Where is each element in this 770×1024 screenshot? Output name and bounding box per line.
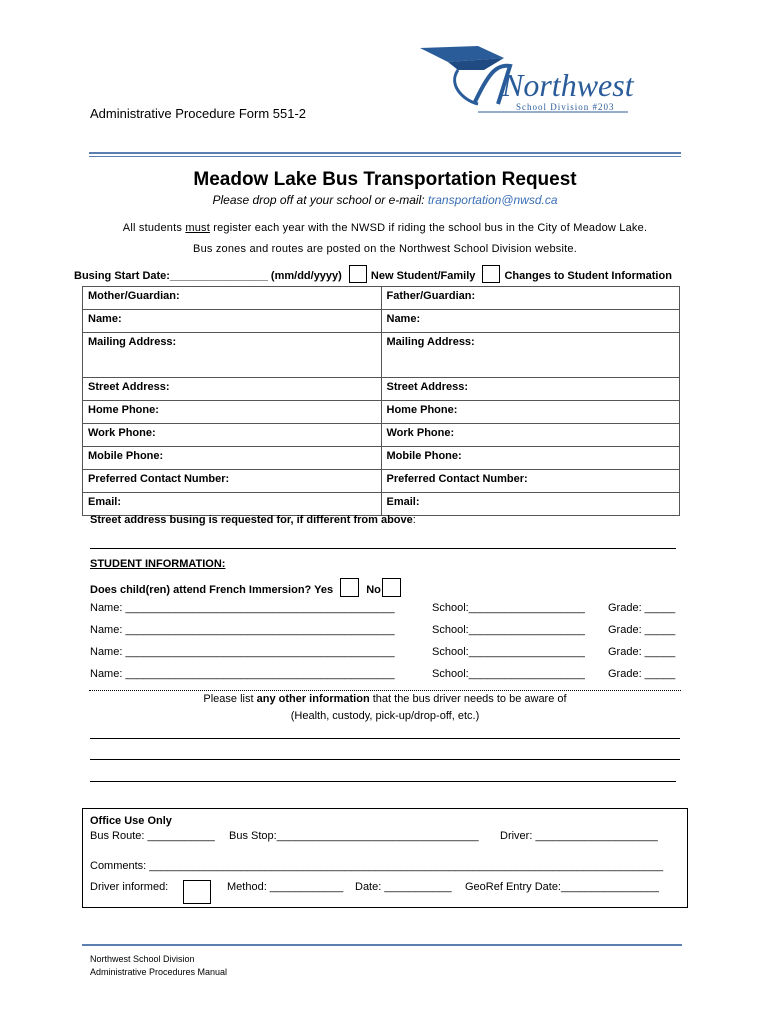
father-mobile-cell[interactable]: Mobile Phone: <box>381 447 680 470</box>
office-use-box <box>82 808 688 908</box>
father-mailing-cell[interactable]: Mailing Address: <box>381 333 680 378</box>
other-info-pre: Please list <box>203 693 257 705</box>
changes-checkbox[interactable] <box>482 265 500 283</box>
other-info-line[interactable] <box>90 759 680 760</box>
office-use-title: Office Use Only <box>90 815 172 827</box>
mortarboard-icon <box>418 44 638 116</box>
other-info-examples: (Health, custody, pick-up/drop-off, etc.) <box>290 710 480 722</box>
header-rule <box>89 152 681 154</box>
student-grade-field[interactable]: Grade: _____ <box>608 602 676 614</box>
student-grade-field[interactable]: Grade: _____ <box>608 646 676 658</box>
form-id: Administrative Procedure Form 551-2 <box>90 106 307 121</box>
french-no-label: No <box>366 584 381 596</box>
student-name-field[interactable]: Name: ____________________________________________ <box>90 624 395 636</box>
other-info-line[interactable] <box>90 738 680 739</box>
mother-name-cell[interactable]: Name: <box>83 310 382 333</box>
start-date-label: Busing Start Date: <box>74 270 170 282</box>
student-row <box>90 602 680 614</box>
father-street-cell[interactable]: Street Address: <box>381 378 680 401</box>
student-school-field[interactable]: School:___________________ <box>432 624 585 636</box>
subtitle <box>0 193 770 207</box>
other-info-note <box>0 693 770 705</box>
note-must: must <box>185 222 210 234</box>
mother-home-phone-cell[interactable]: Home Phone: <box>83 401 382 424</box>
busing-start-row <box>74 265 672 283</box>
student-grade-field[interactable]: Grade: _____ <box>608 668 676 680</box>
parents-table <box>82 286 680 516</box>
table-row <box>83 470 680 493</box>
footer-org: Northwest School Division <box>90 954 195 964</box>
driver-informed-label: Driver informed: <box>90 881 169 893</box>
father-contact-cell[interactable]: Preferred Contact Number: <box>381 470 680 493</box>
date-field[interactable]: Date: ___________ <box>355 881 452 893</box>
table-row <box>83 378 680 401</box>
bus-zones-note: Bus zones and routes are posted on the Northwest School Division website. <box>193 243 577 255</box>
table-row <box>83 401 680 424</box>
french-yes-checkbox[interactable] <box>340 578 359 597</box>
student-name-field[interactable]: Name: ____________________________________________ <box>90 668 395 680</box>
logo-wordmark: Northwest <box>502 67 634 103</box>
header-rule-thin <box>89 156 681 157</box>
father-work-phone-cell[interactable]: Work Phone: <box>381 424 680 447</box>
changes-label: Changes to Student Information <box>504 270 672 282</box>
mother-email-cell[interactable]: Email: <box>83 493 382 516</box>
student-row <box>90 668 680 680</box>
email-link[interactable]: transportation@nwsd.ca <box>427 193 558 207</box>
mother-work-phone-cell[interactable]: Work Phone: <box>83 424 382 447</box>
mother-guardian-cell[interactable]: Mother/Guardian: <box>83 287 382 310</box>
french-question: Does child(ren) attend French Immersion? Yes <box>90 584 334 596</box>
date-format: (mm/dd/yyyy) <box>267 270 342 282</box>
student-row <box>90 646 680 658</box>
street-note-text: Street address busing is requested for, if different from above <box>90 514 413 526</box>
subtitle-text: Please drop off at your school or e-mail: <box>212 193 428 207</box>
logo-subtext: School Division #203 <box>516 102 615 112</box>
student-school-field[interactable]: School:___________________ <box>432 646 585 658</box>
table-row <box>83 333 680 378</box>
father-home-phone-cell[interactable]: Home Phone: <box>381 401 680 424</box>
table-row <box>83 287 680 310</box>
other-info-bold: any other information <box>256 693 370 705</box>
note-text-post: register each year with the NWSD if riding the school bus in the City of Meadow Lake. <box>209 222 648 234</box>
mother-street-cell[interactable]: Street Address: <box>83 378 382 401</box>
student-name-field[interactable]: Name: ____________________________________________ <box>90 646 395 658</box>
student-grade-field[interactable]: Grade: _____ <box>608 624 676 636</box>
table-row <box>83 424 680 447</box>
bus-route-field[interactable]: Bus Route: ___________ <box>90 830 215 842</box>
bus-stop-field[interactable]: Bus Stop:_________________________________ <box>229 830 479 842</box>
table-row <box>83 310 680 333</box>
student-info-heading: STUDENT INFORMATION: <box>90 558 226 570</box>
registration-note <box>0 222 770 234</box>
new-student-checkbox[interactable] <box>349 265 367 283</box>
method-field[interactable]: Method: ____________ <box>227 881 344 893</box>
new-student-label: New Student/Family <box>370 270 476 282</box>
northwest-logo <box>418 44 638 116</box>
mother-contact-cell[interactable]: Preferred Contact Number: <box>83 470 382 493</box>
footer-rule <box>82 944 682 946</box>
french-no-checkbox[interactable] <box>382 578 401 597</box>
father-name-cell[interactable]: Name: <box>381 310 680 333</box>
street-address-note <box>90 514 416 526</box>
father-email-cell[interactable]: Email: <box>381 493 680 516</box>
student-school-field[interactable]: School:___________________ <box>432 602 585 614</box>
street-note-colon: : <box>412 514 416 526</box>
table-row <box>83 493 680 516</box>
mother-mobile-cell[interactable]: Mobile Phone: <box>83 447 382 470</box>
student-row <box>90 624 680 636</box>
driver-informed-checkbox[interactable] <box>183 880 211 904</box>
comments-field[interactable]: Comments: ____________________________________________________________________________________ <box>90 860 664 872</box>
mother-mailing-cell[interactable]: Mailing Address: <box>83 333 382 378</box>
street-address-line[interactable] <box>90 548 676 549</box>
other-info-line[interactable] <box>90 781 676 782</box>
page-title: Meadow Lake Bus Transportation Request <box>193 169 577 190</box>
student-school-field[interactable]: School:___________________ <box>432 668 585 680</box>
student-name-field[interactable]: Name: ____________________________________________ <box>90 602 395 614</box>
georef-date-field[interactable]: GeoRef Entry Date:________________ <box>465 881 659 893</box>
section-divider <box>89 690 681 691</box>
note-text-pre: All students <box>122 222 186 234</box>
driver-field[interactable]: Driver: ____________________ <box>500 830 658 842</box>
french-immersion-row <box>90 578 405 597</box>
other-info-post: that the bus driver needs to be aware of <box>369 693 567 705</box>
table-row <box>83 447 680 470</box>
start-date-field[interactable]: ________________ <box>169 270 268 282</box>
father-guardian-cell[interactable]: Father/Guardian: <box>381 287 680 310</box>
footer-manual: Administrative Procedures Manual <box>90 967 228 977</box>
